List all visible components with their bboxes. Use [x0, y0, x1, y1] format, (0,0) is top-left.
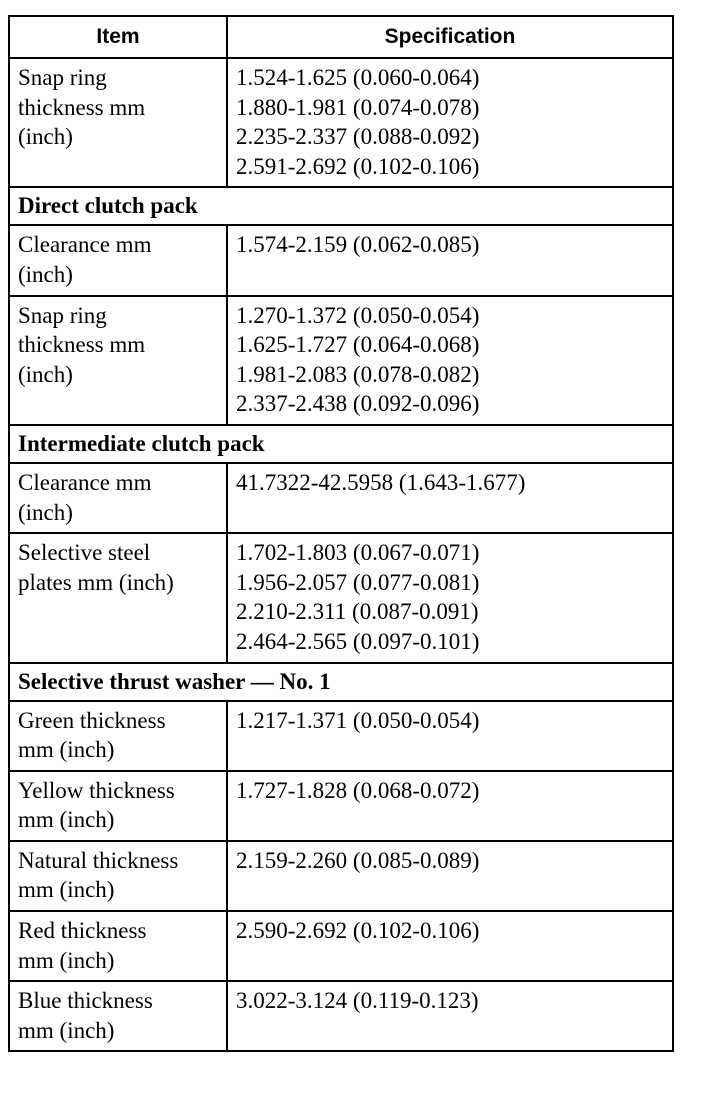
section-heading: Selective thrust washer — No. 1: [9, 663, 673, 701]
spec-value: 2.464-2.565 (0.097-0.101): [236, 628, 480, 654]
section-heading: Intermediate clutch pack: [9, 425, 673, 463]
item-cell: Snap ring thickness mm (inch): [9, 296, 227, 425]
section-row: [9, 187, 673, 225]
specification-cell: [227, 841, 673, 911]
spec-value: 1.727-1.828 (0.068-0.072): [236, 777, 480, 803]
spec-value: 1.625-1.727 (0.064-0.068): [236, 332, 480, 358]
specification-cell: [227, 58, 673, 187]
table-body: [9, 58, 673, 1051]
specification-cell: [227, 701, 673, 771]
spec-value: 2.591-2.692 (0.102-0.106): [236, 153, 480, 179]
specification-cell: [227, 296, 673, 425]
spec-value: 2.337-2.438 (0.092-0.096): [236, 391, 480, 417]
section-heading: Direct clutch pack: [9, 187, 673, 225]
section-row: [9, 663, 673, 701]
spec-value: 2.159-2.260 (0.085-0.089): [236, 847, 480, 873]
item-cell: Natural thickness mm (inch): [9, 841, 227, 911]
table-row: [9, 296, 673, 425]
section-row: [9, 425, 673, 463]
item-cell: Clearance mm (inch): [9, 225, 227, 295]
specification-cell: [227, 981, 673, 1051]
item-cell: Green thickness mm (inch): [9, 701, 227, 771]
item-cell: Yellow thickness mm (inch): [9, 771, 227, 841]
specification-column-header: Specification: [227, 16, 673, 58]
spec-value: 1.217-1.371 (0.050-0.054): [236, 707, 480, 733]
table-row: [9, 771, 673, 841]
specification-table: [8, 15, 674, 1052]
specification-cell: [227, 911, 673, 981]
spec-value: 2.210-2.311 (0.087-0.091): [236, 599, 479, 625]
spec-value: 1.574-2.159 (0.062-0.085): [236, 232, 480, 258]
spec-value: 2.590-2.692 (0.102-0.106): [236, 918, 480, 944]
spec-value: 1.956-2.057 (0.077-0.081): [236, 569, 480, 595]
table-row: [9, 981, 673, 1051]
spec-value: 1.702-1.803 (0.067-0.071): [236, 540, 480, 566]
specification-cell: [227, 533, 673, 662]
table-row: [9, 533, 673, 662]
table-row: [9, 841, 673, 911]
header-row: [9, 16, 673, 58]
spec-value: 3.022-3.124 (0.119-0.123): [236, 988, 479, 1014]
item-cell: Blue thickness mm (inch): [9, 981, 227, 1051]
table-row: [9, 463, 673, 533]
item-cell: Selective steel plates mm (inch): [9, 533, 227, 662]
spec-value: 1.524-1.625 (0.060-0.064): [236, 65, 480, 90]
item-cell: Snap ring thickness mm (inch): [9, 58, 227, 187]
item-column-header: Item: [9, 16, 227, 58]
item-cell: Red thickness mm (inch): [9, 911, 227, 981]
spec-value: 41.7322-42.5958 (1.643-1.677): [236, 469, 526, 495]
specification-cell: [227, 225, 673, 295]
table-row: [9, 225, 673, 295]
table-row: [9, 58, 673, 187]
spec-value: 2.235-2.337 (0.088-0.092): [236, 124, 480, 150]
item-cell: Clearance mm (inch): [9, 463, 227, 533]
specification-cell: [227, 463, 673, 533]
table-row: [9, 701, 673, 771]
specification-cell: [227, 771, 673, 841]
table-row: [9, 911, 673, 981]
spec-value: 1.981-2.083 (0.078-0.082): [236, 361, 480, 387]
spec-value: 1.270-1.372 (0.050-0.054): [236, 302, 480, 328]
spec-value: 1.880-1.981 (0.074-0.078): [236, 94, 480, 120]
